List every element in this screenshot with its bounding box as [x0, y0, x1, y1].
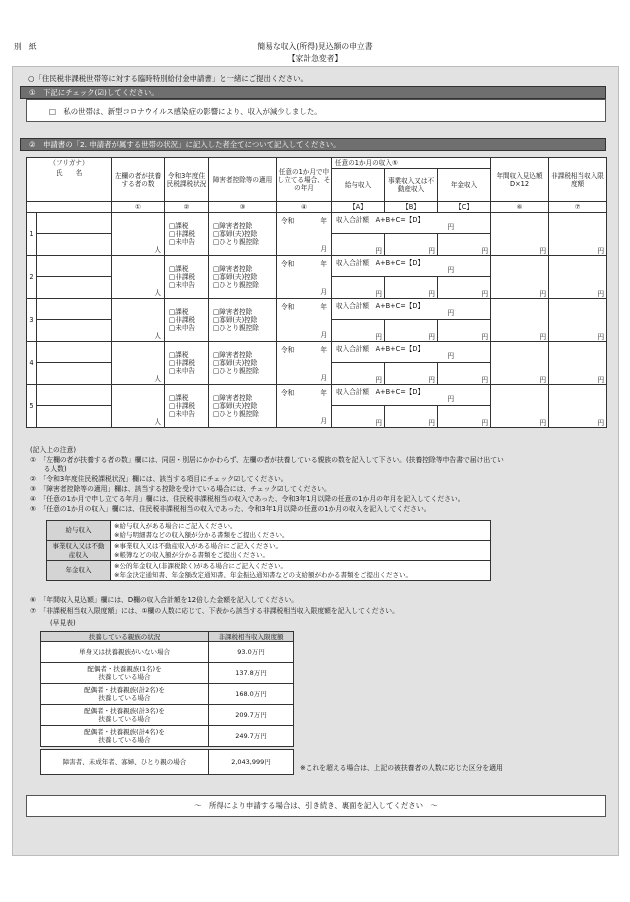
business-input[interactable]: 円	[385, 320, 438, 342]
attachment-label: 別 紙	[14, 42, 37, 51]
checkbox-widow: □寡婦(夫)控除	[213, 359, 258, 367]
checkbox-widow: □寡婦(夫)控除	[213, 230, 258, 238]
checkbox-single-parent: □ひとり親控除	[213, 281, 259, 289]
name-input[interactable]	[37, 406, 112, 428]
limit-row	[41, 684, 294, 705]
limit-input[interactable]: 円	[549, 385, 607, 428]
month-input[interactable]: 令和 年 月	[277, 342, 332, 385]
checkbox-non-taxed: □非課税	[169, 402, 196, 410]
dependents-header: 左欄の者が扶養する者の数	[112, 158, 165, 202]
document-subtitle: 【家計急変者】	[287, 54, 343, 63]
checkbox-single-parent: □ひとり親控除	[213, 367, 259, 375]
limit-row	[41, 705, 294, 726]
deduction-checks[interactable]	[209, 385, 277, 428]
row-number: 2	[27, 256, 37, 299]
total-income-input[interactable]: 収入合計額 A+B+C=【D】 円	[332, 299, 491, 320]
checkbox-taxed: □課税	[169, 351, 189, 359]
furigana-input[interactable]	[37, 213, 112, 234]
household-table: （フリガナ） 氏 名 左欄の者が扶養する者の数 令和3年度住民税課税状況 障害者控除等の適用 任意の1か月で申し立てる場合、その年月 任意の1か月の収入⑤ 年間収入見込額 D×12 非課税相当収入限度額 給与収入 事業収入又は不動産収入 年金収入 ① ② ③ ④ 【A】 【B】 【C】 ⑥ ⑦ 1 人 □課税 □非課税 □未申告 □障害者控除 □寡婦(夫)控除 □ひとり親控除 令和 年 月 収入合計額 A+B+C=【D】 円 円 円 円 円 円 2 人 □課税 □非課税 □未申告 □障害者控除 □寡婦(夫)控除 □ひとり親控除 令和 年 月 収入合計額 A+B+C=【D】 円 円 円 円 円 円 3 人 □課税 □非課税 □未申告 □障害者控除 □寡婦(夫)控除 □ひとり親控除 令和 年 月 収入合計額 A+B+C=【D】 円 円 円 円 円 円 4 人 □課税 □非課税 □未申告 □障害者控除 □寡婦(夫)控除 □ひとり親控除 令和 年 月 収入合計額 A+B+C=【D】 円 円 円 円 円 円 5 人 □課税 □非課税 □未申告 □障害者控除 □寡婦(夫)控除 □ひとり親控除 令和 年 月 収入合計額 A+B+C=【D】 円 円 円 円 円 円	[26, 157, 607, 428]
limit-row	[41, 663, 294, 684]
limit-col-status: 扶養している親族の状況	[41, 632, 209, 642]
row-number: 3	[27, 299, 37, 342]
checkbox-undeclared: □未申告	[169, 367, 196, 375]
document-title: 簡易な収入(所得)見込額の申立書	[257, 42, 373, 51]
note-5: ⑤ 「任意の1か月の収入」欄には、住民税非課税相当の収入であった、令和3年1月以降の任意の1か月の収入を記入してください。	[30, 505, 431, 513]
income-group-header: 任意の1か月の収入⑤	[332, 158, 491, 169]
checkbox-non-taxed: □非課税	[169, 273, 196, 281]
deduction-header: 障害者控除等の適用	[209, 158, 277, 202]
tax-status-header: 令和3年度住民税課税状況	[165, 158, 209, 202]
salary-input[interactable]: 円	[332, 234, 385, 256]
annual-income-input[interactable]: 円	[491, 385, 549, 428]
total-income-input[interactable]: 収入合計額 A+B+C=【D】 円	[332, 256, 491, 277]
pension-input[interactable]: 円	[438, 234, 491, 256]
total-income-input[interactable]: 収入合計額 A+B+C=【D】 円	[332, 385, 491, 406]
dependents-input[interactable]: 人	[112, 385, 165, 428]
limit-status: 配偶者・扶養親族(計2名)を 扶養している場合	[41, 684, 209, 705]
checkbox-disability: □障害者控除	[213, 351, 253, 359]
furigana-input[interactable]	[37, 256, 112, 277]
row-1	[27, 213, 607, 234]
checkbox-widow: □寡婦(夫)控除	[213, 402, 258, 410]
business-input[interactable]: 円	[385, 234, 438, 256]
row-2	[27, 256, 607, 277]
corona-checkbox[interactable]: □ 私の世帯は、新型コロナウイルス感染症の影響により、収入が減少しました。	[49, 107, 322, 116]
limit-header: 非課税相当収入限度額	[549, 158, 607, 202]
checkbox-undeclared: □未申告	[169, 410, 196, 418]
limit-status: 配偶者・扶養親族(計3名)を 扶養している場合	[41, 705, 209, 726]
tax-status-checks[interactable]	[165, 213, 209, 256]
checkbox-undeclared: □未申告	[169, 238, 196, 246]
deduction-checks[interactable]	[209, 342, 277, 385]
business-header: 事業収入又は不動産収入	[385, 169, 438, 202]
dependents-input[interactable]: 人	[112, 256, 165, 299]
dependents-input[interactable]: 人	[112, 299, 165, 342]
checkbox-single-parent: □ひとり親控除	[213, 410, 259, 418]
name-header: （フリガナ） 氏 名	[27, 158, 112, 202]
limit-row	[41, 726, 294, 747]
checkbox-disability: □障害者控除	[213, 265, 253, 273]
note-6: ⑥ 「年間収入見込額」欄には、D欄の収入合計額を12倍した金額を記入してください。	[30, 596, 299, 604]
limit-input[interactable]: 円	[549, 342, 607, 385]
intro-text: ○「住民税非課税世帯等に対する臨時特別給付金申請書」と一緒にご提出ください。	[28, 74, 308, 83]
total-income-input[interactable]: 収入合計額 A+B+C=【D】 円	[332, 213, 491, 234]
name-input[interactable]	[37, 234, 112, 256]
business-input[interactable]: 円	[385, 363, 438, 385]
note-7: ⑦ 「非課税相当収入限度額」には、①欄の人数に応じて、下表から該当する非課税相当収入限度額を記入してください。	[30, 607, 399, 615]
annual-income-input[interactable]: 円	[491, 213, 549, 256]
limit-amount: 137.8万円	[209, 663, 294, 684]
income-type: 年金収入	[47, 561, 111, 581]
total-income-input[interactable]: 収入合計額 A+B+C=【D】 円	[332, 342, 491, 363]
checkbox-taxed: □課税	[169, 265, 189, 273]
checkbox-taxed: □課税	[169, 222, 189, 230]
month-input[interactable]: 令和 年 月	[277, 256, 332, 299]
row-3	[27, 299, 607, 320]
limit-table	[40, 631, 294, 775]
salary-input[interactable]: 円	[332, 406, 385, 428]
note-1: ① 「左欄の者が扶養する者の数」欄には、同居・別居にかかわらず、左欄の者が扶養している親族の数を記入して下さい。(扶養控除等申告書で届け出てい	[30, 456, 504, 464]
name-input[interactable]	[37, 363, 112, 385]
deduction-checks[interactable]	[209, 299, 277, 342]
footer-note: ～ 所得により申請する場合は、引き続き、裏面を記入してください ～	[26, 795, 606, 817]
limit-amount: 93.0万円	[209, 642, 294, 663]
tax-status-checks[interactable]	[165, 299, 209, 342]
income-type: 給与収入	[47, 521, 111, 541]
deduction-checks[interactable]	[209, 256, 277, 299]
checkbox-disability: □障害者控除	[213, 308, 253, 316]
salary-header: 給与収入	[332, 169, 385, 202]
limit-input[interactable]: 円	[549, 213, 607, 256]
row-number: 1	[27, 213, 37, 256]
furigana-input[interactable]	[37, 385, 112, 406]
limit-status: 障害者、未成年者、寡婦、ひとり親の場合	[41, 750, 209, 775]
section1-heading: ① 下記にチェック(☑)してください。	[20, 86, 606, 99]
annual-income-header: 年間収入見込額 D×12	[491, 158, 549, 202]
row-4	[27, 342, 607, 363]
row-number: 5	[27, 385, 37, 428]
limit-input[interactable]: 円	[549, 256, 607, 299]
month-input[interactable]: 令和 年 月	[277, 385, 332, 428]
month-header: 任意の1か月で申し立てる場合、その年月	[277, 158, 332, 202]
income-row	[47, 541, 491, 561]
checkbox-non-taxed: □非課税	[169, 316, 196, 324]
annual-income-input[interactable]: 円	[491, 299, 549, 342]
income-row	[47, 521, 491, 541]
checkbox-single-parent: □ひとり親控除	[213, 238, 259, 246]
limit-status: 配偶者・扶養親族(計4名)を 扶養している場合	[41, 726, 209, 747]
annual-income-input[interactable]: 円	[491, 342, 549, 385]
dependents-input[interactable]: 人	[112, 213, 165, 256]
limit-row	[41, 642, 294, 663]
checkbox-non-taxed: □非課税	[169, 359, 196, 367]
pension-input[interactable]: 円	[438, 277, 491, 299]
over-limit-note: ※これを超える場合は、上記の被扶養者の人数に応じた区分を適用	[300, 764, 503, 772]
notes-heading: (記入上の注意)	[30, 446, 77, 454]
checkbox-disability: □障害者控除	[213, 394, 253, 402]
limit-amount: 168.0万円	[209, 684, 294, 705]
income-row	[47, 561, 491, 581]
row-number: 4	[27, 342, 37, 385]
checkbox-single-parent: □ひとり親控除	[213, 324, 259, 332]
name-input[interactable]	[37, 277, 112, 299]
business-input[interactable]: 円	[385, 277, 438, 299]
checkbox-undeclared: □未申告	[169, 324, 196, 332]
income-desc: ※給与収入がある場合にご記入ください。 ※給与明細書などの収入額が分かる書類をご提出ください。	[111, 521, 491, 541]
tax-status-checks[interactable]	[165, 385, 209, 428]
pension-header: 年金収入	[438, 169, 491, 202]
name-input[interactable]	[37, 320, 112, 342]
tax-status-checks[interactable]	[165, 256, 209, 299]
month-input[interactable]: 令和 年 月	[277, 299, 332, 342]
limit-amount: 249.7万円	[209, 726, 294, 747]
furigana-input[interactable]	[37, 342, 112, 363]
section2-heading: ② 申請書の「2. 申請者が属する世帯の状況」に記入した者全てについて記入してください。	[20, 138, 606, 151]
pension-input[interactable]: 円	[438, 406, 491, 428]
tax-status-checks[interactable]	[165, 342, 209, 385]
annual-income-input[interactable]: 円	[491, 256, 549, 299]
limit-status: 単身又は扶養親族がいない場合	[41, 642, 209, 663]
note-4: ④ 「任意の1か月で申し立てる年月」欄には、住民税非課税相当の収入であった、令和3年1月以降の任意の1か月の年月を記入してください。	[30, 495, 465, 503]
furigana-input[interactable]	[37, 299, 112, 320]
deduction-checks[interactable]	[209, 213, 277, 256]
note-2: ② 「令和3年度住民税課税状況」欄には、該当する項目にチェック☑してください。	[30, 475, 288, 483]
business-input[interactable]: 円	[385, 406, 438, 428]
note-3: ③ 「障害者控除等の適用」欄は、該当する控除を受けている場合には、チェック☑してください。	[30, 485, 331, 493]
salary-input[interactable]: 円	[332, 277, 385, 299]
row-5	[27, 385, 607, 406]
limit-input[interactable]: 円	[549, 299, 607, 342]
checkbox-widow: □寡婦(夫)控除	[213, 273, 258, 281]
section1-box	[26, 99, 606, 122]
checkbox-non-taxed: □非課税	[169, 230, 196, 238]
salary-input[interactable]: 円	[332, 363, 385, 385]
dependents-input[interactable]: 人	[112, 342, 165, 385]
checkbox-disability: □障害者控除	[213, 222, 253, 230]
salary-input[interactable]: 円	[332, 320, 385, 342]
limit-amount: 209.7万円	[209, 705, 294, 726]
note-1-cont: る人数)	[30, 465, 67, 473]
pension-input[interactable]: 円	[438, 363, 491, 385]
quick-table-label: (早見表)	[50, 619, 76, 627]
income-explanation-table	[46, 520, 491, 581]
checkbox-taxed: □課税	[169, 394, 189, 402]
income-type: 事業収入又は不動産収入	[47, 541, 111, 561]
limit-row	[41, 750, 294, 775]
pension-input[interactable]: 円	[438, 320, 491, 342]
checkbox-taxed: □課税	[169, 308, 189, 316]
limit-status: 配偶者・扶養親族(1名)を 扶養している場合	[41, 663, 209, 684]
limit-amount: 2,043,999円	[209, 750, 294, 775]
month-input[interactable]: 令和 年 月	[277, 213, 332, 256]
checkbox-undeclared: □未申告	[169, 281, 196, 289]
income-desc: ※公的年金収入(非課税除く)がある場合にご記入ください。 ※年金決定通知書、年金額改定通知書、年金振込通知書などの支給額がわかる書類をご提出ください。	[111, 561, 491, 581]
limit-col-amount: 非課税相当収入限度額	[209, 632, 294, 642]
checkbox-widow: □寡婦(夫)控除	[213, 316, 258, 324]
income-desc: ※事業収入又は不動産収入がある場合にご記入ください。 ※帳簿などの収入額が分かる書類をご提出ください。	[111, 541, 491, 561]
